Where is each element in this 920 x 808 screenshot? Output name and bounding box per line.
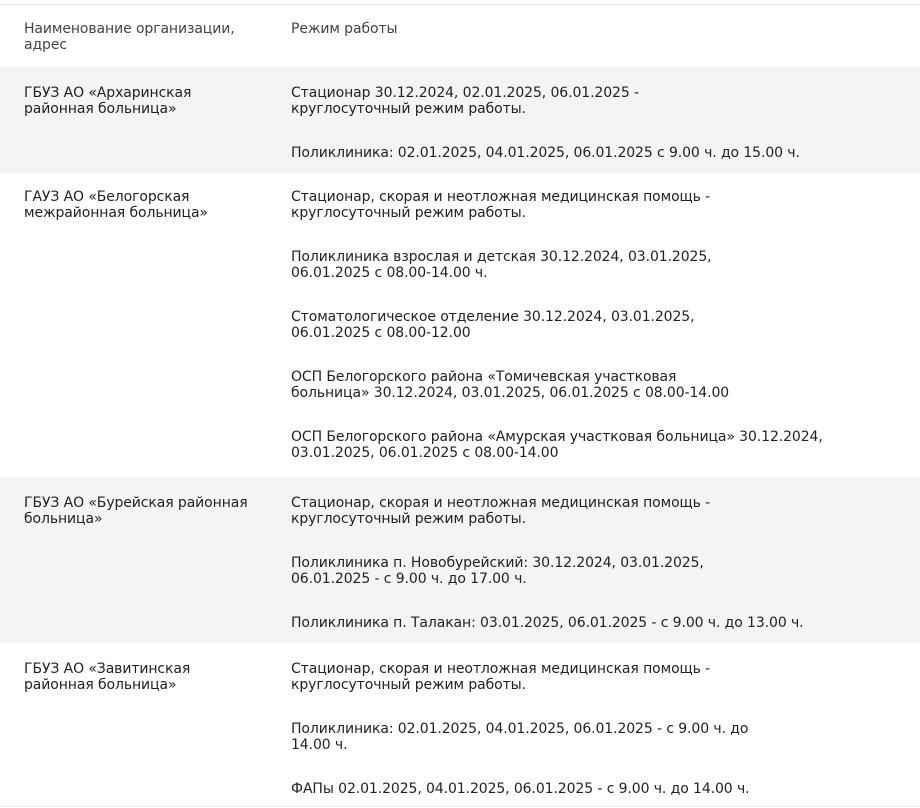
schedule-item: Поликлиника: 02.01.2025, 04.01.2025, 06.01.2025 - с 9.00 ч. до 14.00 ч. <box>291 721 749 753</box>
schedule-item: Поликлиника: 02.01.2025, 04.01.2025, 06.01.2025 с 9.00 ч. до 15.00 ч. <box>291 145 800 161</box>
table-row <box>0 67 920 173</box>
org-name-cell <box>0 189 291 477</box>
table-header <box>0 5 920 67</box>
table-row <box>0 477 920 643</box>
org-name: ГБУЗ АО «Архаринская районная больница» <box>24 85 192 117</box>
org-name-cell <box>0 85 291 173</box>
schedule-cell <box>291 85 920 173</box>
header-name-label: Наименование организации, адрес <box>24 21 235 53</box>
schedule-table <box>0 4 920 807</box>
schedule-item: Стационар, скорая и неотложная медицинская помощь - круглосуточный режим работы. <box>291 661 711 693</box>
header-schedule-label: Режим работы <box>291 21 398 37</box>
schedule-item: ФАПы 02.01.2025, 04.01.2025, 06.01.2025 - с 9.00 ч. до 14.00 ч. <box>291 781 750 797</box>
schedule-item: ОСП Белогорского района «Томичевская участковая больница» 30.12.2024, 03.01.2025, 06.01.2025 с 08.00-14.00 <box>291 369 730 401</box>
header-cell-name <box>0 21 291 67</box>
schedule-item: Поликлиника взрослая и детская 30.12.2024, 03.01.2025, 06.01.2025 с 08.00-14.00 ч. <box>291 249 712 281</box>
org-name: ГБУЗ АО «Завитинская районная больница» <box>24 661 191 693</box>
schedule-item: ОСП Белогорского района «Амурская участковая больница» 30.12.2024, 03.01.2025, 06.01.2025 с 08.00-14.00 <box>291 429 823 461</box>
org-name: ГАУЗ АО «Белогорская межрайонная больница» <box>24 189 208 221</box>
schedule-item: Стационар, скорая и неотложная медицинская помощь - круглосуточный режим работы. <box>291 189 711 221</box>
table-row <box>0 173 920 477</box>
schedule-cell <box>291 189 920 477</box>
schedule-item: Стационар 30.12.2024, 02.01.2025, 06.01.2025 - круглосуточный режим работы. <box>291 85 639 117</box>
schedule-cell <box>291 661 920 806</box>
schedule-item: Поликлиника п. Талакан: 03.01.2025, 06.01.2025 - с 9.00 ч. до 13.00 ч. <box>291 615 804 631</box>
org-name-cell <box>0 495 291 643</box>
header-cell-schedule <box>291 21 920 67</box>
schedule-item: Стоматологическое отделение 30.12.2024, 03.01.2025, 06.01.2025 с 08.00-12.00 <box>291 309 695 341</box>
schedule-item: Стационар, скорая и неотложная медицинская помощь - круглосуточный режим работы. <box>291 495 711 527</box>
org-name-cell <box>0 661 291 806</box>
org-name: ГБУЗ АО «Бурейская районная больница» <box>24 495 248 527</box>
schedule-cell <box>291 495 920 643</box>
schedule-item: Поликлиника п. Новобурейский: 30.12.2024, 03.01.2025, 06.01.2025 - с 9.00 ч. до 17.00 ч. <box>291 555 704 587</box>
table-row <box>0 643 920 807</box>
